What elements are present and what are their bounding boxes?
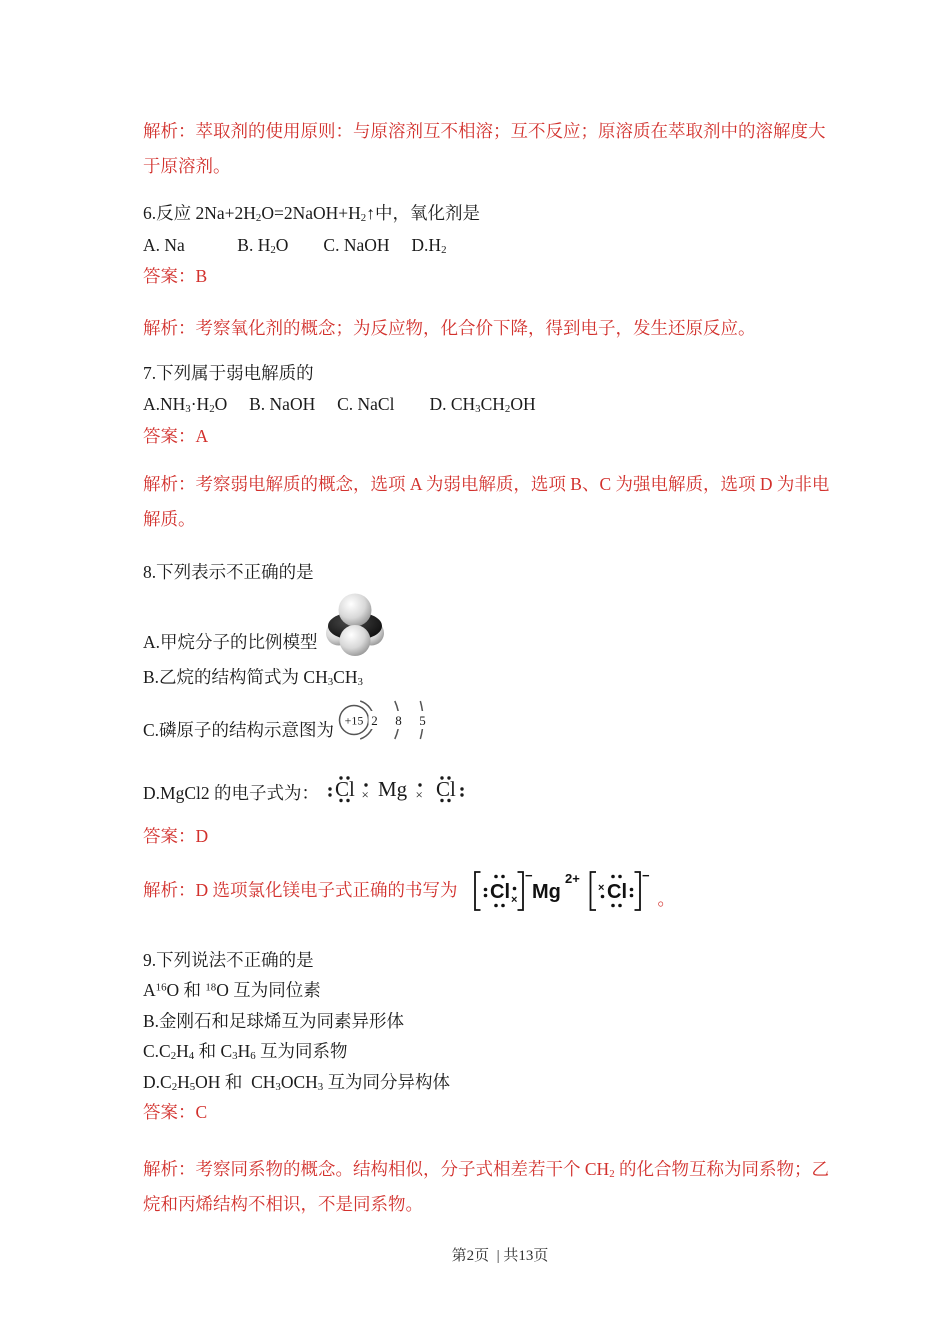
options-line: $A.NH_3\cdot H_2O$ B. NaOH C. NaCl D. $CH_3CH_2OH$	[143, 394, 536, 415]
question-title: 9.下列说法不正确的是	[143, 949, 314, 970]
analysis-line: 解析：考察氧化剂的概念；为反应物，化合价下降，得到电子，发生还原反应。	[143, 317, 756, 338]
minus-charge: −	[641, 867, 650, 883]
minus-charge: −	[524, 867, 533, 883]
analysis-paragraph-q8	[143, 863, 842, 919]
bracket	[634, 872, 640, 910]
option-label: $A^{16}O$ 和 $^{18}$O 互为同位素	[143, 980, 321, 1001]
analysis-paragraph-q9	[143, 1152, 842, 1222]
answer-line: 答案：D	[143, 826, 209, 846]
chlorine-symbol: Cl	[435, 777, 456, 801]
mgcl2-electron-formula-correct-image	[466, 863, 658, 919]
question-8	[143, 557, 842, 853]
chlorine-symbol: Cl	[489, 880, 510, 903]
page-footer	[143, 1223, 842, 1289]
magnesium-symbol: Mg	[377, 777, 408, 801]
option-label: $C.C_2H_4$ 和 $C_3H_6$ 互为同系物	[143, 1041, 348, 1063]
footer-page-number: 第2页 | 共13页	[451, 1248, 549, 1265]
question-title: 6.反应 $2Na+2H_2O=2NaOH+H_2↑$中，氧化剂是	[143, 203, 480, 224]
shell-electron-count: 8	[395, 713, 402, 728]
cross-electron: ×	[597, 881, 604, 894]
shell-electron-count: 2	[371, 713, 378, 728]
analysis-line: 解析：考察弱电解质的概念，选项 A 为弱电解质，选项 B、C 为强电解质，选项 D 为非电	[143, 474, 830, 494]
cross-electron: ×	[361, 787, 369, 802]
question-9	[143, 945, 842, 1129]
analysis-line: 解析：萃取剂的使用原则：与原溶剂互不相溶；互不反应；原溶质在萃取剂中的溶解度大	[143, 121, 826, 141]
analysis-paragraph-q6	[143, 311, 842, 346]
option-label: A.甲烷分子的比例模型	[143, 631, 318, 652]
option-c-row	[143, 695, 842, 744]
analysis-line: 解析：D 选项氯化镁电子式正确的书写为	[143, 880, 458, 900]
question-7	[143, 358, 842, 453]
chlorine-symbol: Cl	[606, 880, 627, 903]
analysis-line: 解质。	[143, 509, 196, 529]
option-label: $D.C_2H_5OH$ 和 $CH_3OCH_3$ 互为同分异构体	[143, 1071, 451, 1093]
answer-line: 答案：C	[143, 1102, 208, 1123]
option-a-row	[143, 591, 842, 657]
bracket	[475, 872, 481, 910]
mgcl2-electron-formula-wrong-image	[325, 769, 485, 805]
analysis-paragraph-q7	[143, 467, 842, 537]
question-title: 7.下列属于弱电解质的	[143, 362, 314, 383]
analysis-line: 解析：考察同系物的概念。结构相似，分子式相差若干个 $CH_2$ 的化合物互称为同系物；乙	[143, 1159, 829, 1180]
cross-electron: ×	[510, 893, 517, 906]
options-line: A. Na B. $H_2O$ C. NaOH $D.H_2$	[143, 234, 447, 256]
shell-electron-count: 5	[419, 713, 426, 728]
chlorine-symbol: Cl	[334, 777, 355, 801]
option-label: B.乙烷的结构简式为 $CH_3CH_3$	[143, 666, 363, 688]
question-6	[143, 198, 842, 293]
answer-line: 答案：A	[143, 425, 209, 446]
methane-model-image	[326, 593, 384, 657]
option-label: C.磷原子的结构示意图为	[143, 720, 335, 740]
nucleus-charge: +15	[344, 713, 364, 728]
magnesium-charge: 2+	[564, 870, 580, 886]
analysis-line: 烷和丙烯结构不相识，不是同系物。	[143, 1194, 423, 1215]
magnesium-symbol: Mg	[531, 880, 561, 903]
hydrogen-sphere	[339, 625, 370, 656]
option-label: B.金刚石和足球烯互为同素异形体	[143, 1010, 405, 1031]
analysis-line: 。	[657, 888, 676, 909]
analysis-paragraph-q5	[143, 114, 842, 184]
hydrogen-sphere	[338, 593, 371, 626]
option-d-row	[143, 767, 842, 805]
phosphorus-atom-diagram	[338, 696, 432, 744]
option-label: D.MgCl2 的电子式为：	[143, 783, 319, 803]
analysis-line: 于原溶剂。	[143, 156, 231, 176]
answer-line: 答案：B	[143, 266, 208, 286]
question-title: 8.下列表示不正确的是	[143, 562, 314, 582]
bracket	[517, 872, 523, 910]
cross-electron: ×	[415, 787, 423, 802]
bracket	[590, 872, 596, 910]
